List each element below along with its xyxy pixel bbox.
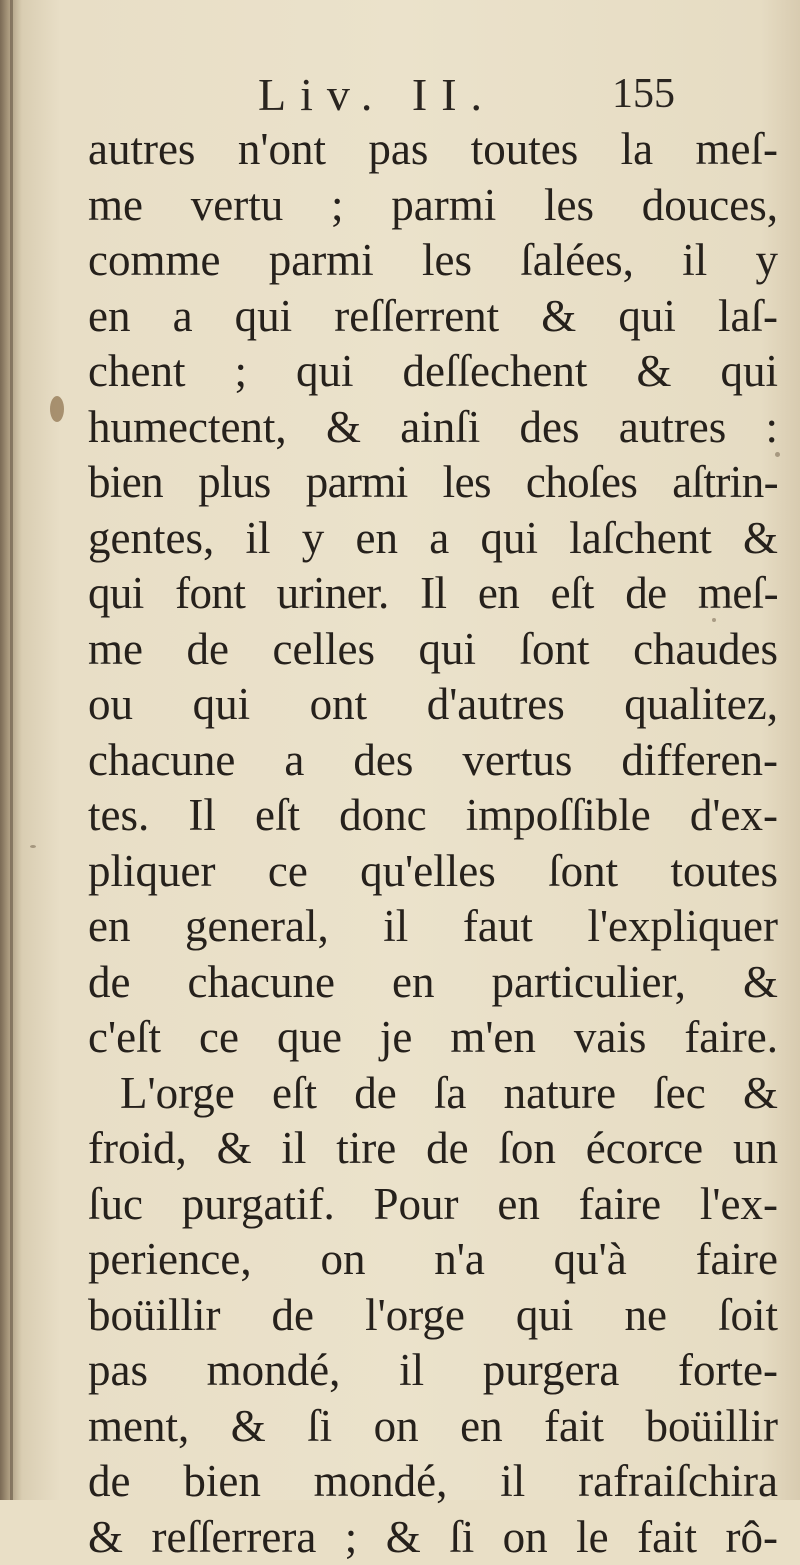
text-line: froid, & il tire de ſon écorce un [88,1121,778,1177]
paragraph-start-line: L'orge eſt de ſa nature ſec & [88,1066,778,1122]
text-line: bien plus parmi les choſes aſtrin- [88,455,778,511]
text-line: perience, on n'a qu'à faire [88,1232,778,1288]
text-line: chacune a des vertus differen- [88,733,778,789]
running-head-title: Liv. II. [258,68,496,121]
text-line: me vertu ; parmi les douces, [88,178,778,234]
text-line: pas mondé, il purgera forte- [88,1343,778,1399]
binding-gutter [10,0,13,1500]
text-line: qui font uriner. Il en eſt de meſ- [88,566,778,622]
text-line: tes. Il eſt donc impoſſible d'ex- [88,788,778,844]
text-line: pliquer ce qu'elles ſont toutes [88,844,778,900]
text-line: autres n'ont pas toutes la meſ- [88,122,778,178]
text-line: de bien mondé, il rafraiſchira [88,1454,778,1510]
ink-blot [50,396,64,422]
text-line: ſuc purgatif. Pour en faire l'ex- [88,1177,778,1233]
text-line: me de celles qui ſont chaudes [88,622,778,678]
text-line: comme parmi les ſalées, il y [88,233,778,289]
page-number: 155 [612,70,675,118]
text-line: ment, & ſi on en fait boüillir [88,1399,778,1455]
text-line: en a qui reſſerrent & qui laſ- [88,289,778,345]
paper-speck [30,845,36,848]
text-line: gentes, il y en a qui laſchent & [88,511,778,567]
text-line: chent ; qui deſſechent & qui [88,344,778,400]
text-line: ou qui ont d'autres qualitez, [88,677,778,733]
text-line: & reſſerrera ; & ſi on le fait rô- [88,1510,778,1565]
text-line: humectent, & ainſi des autres : [88,400,778,456]
text-line: de chacune en particulier, & [88,955,778,1011]
text-line: boüillir de l'orge qui ne ſoit [88,1288,778,1344]
text-line: en general, il faut l'expliquer [88,899,778,955]
running-head [0,68,800,128]
text-line: c'eſt ce que je m'en vais faire. [88,1010,778,1066]
body-text [88,122,778,1565]
